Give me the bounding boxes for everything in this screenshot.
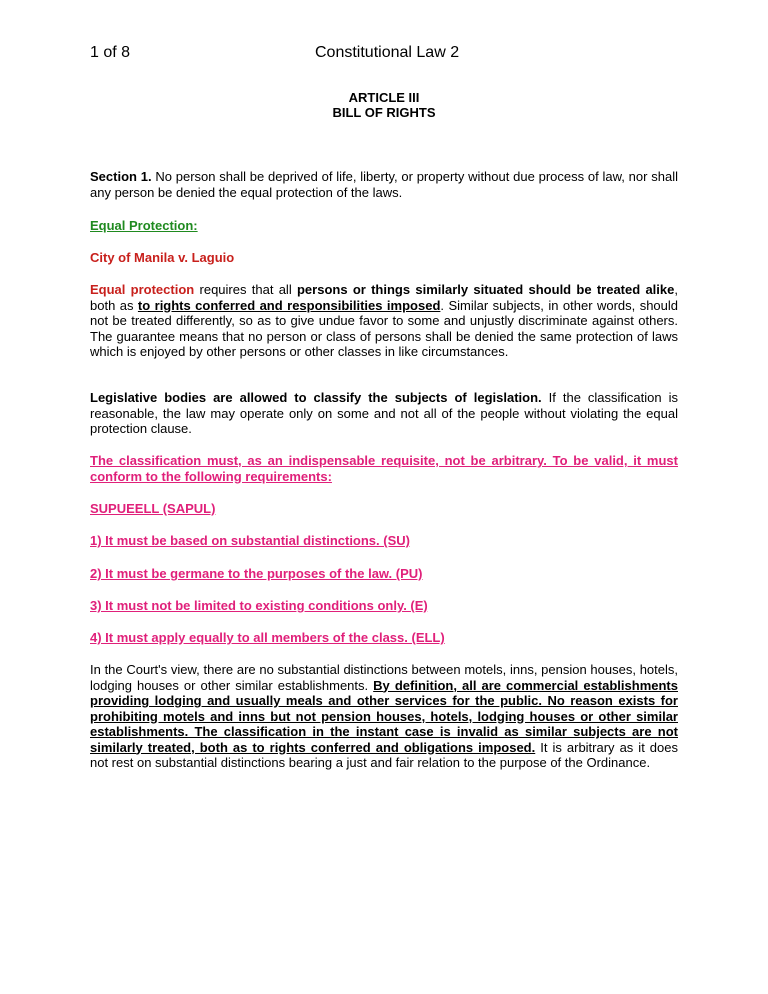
document-title: Constitutional Law 2 [315,44,460,61]
equal-protection-paragraph: Equal protection requires that all persons or things similarly situated should be treated alike, both as to rights conferred and responsibilities imposed. Similar subjects, in other words, should not be treated differently, so as to give undue favor to some and unjustly discriminate against others. The guarantee means that no person or class of persons shall be denied the same protection of laws which is enjoyed by other persons or other classes in like circumstances. [90,282,679,359]
section-text: No person shall be deprived of life, liberty, or property without due process of law, nor shall any person be denied the equal protection of the laws. [90,169,678,200]
section-label: Section 1. [90,169,152,184]
section-1-paragraph [90,169,678,200]
requirement-item: 2) It must be germane to the purposes of the law. (PU) [90,566,423,581]
rights-responsibilities-clause: to rights conferred and responsibilities imposed [137,297,441,313]
classification-requirements-intro: The classification must, as an indispensable requisite, not be arbitrary. To be valid, it must conform to the following requirements: [90,453,678,484]
equal-protection-heading: Equal Protection: [90,218,198,233]
similarly-situated-clause: persons or things similarly situated should be treated alike [296,282,675,297]
page-number: 1 of 8 [90,44,131,61]
mnemonic: SUPUEELL (SAPUL) [90,501,216,516]
requirement-item: 4) It must apply equally to all members of the class. (ELL) [90,630,445,645]
court-holding-emphasis: By definition, all are commercial establishments providing lodging and usually meals and other services for the public. No reason exists for prohibiting motels and inns but not pension houses, hotels, lodging houses or other similar establishments. The classification in the instant case is invalid as similar subjects are not similarly treated, both as to rights conferred and obligations imposed. [90,677,678,755]
court-view-paragraph: In the Court's view, there are no substantial distinctions between motels, inns, pension houses, hotels, lodging houses or other similar establishments. By definition, all are commercial establishments providing lodging and usually meals and other services for the public. No reason exists for prohibiting motels and inns but not pension houses, hotels, lodging houses or other similar establishments. The classification in the instant case is invalid as similar subjects are not similarly treated, both as to rights conferred and obligations imposed. It is arbitrary as it does not rest on substantial distinctions bearing a just and fair relation to the purpose of the Ordinance. [90,662,678,770]
term-equal-protection: Equal protection [90,282,195,297]
case-title: City of Manila v. Laguio [90,250,235,265]
article-number: ARTICLE III [348,90,420,105]
requirement-item: 1) It must be based on substantial distinctions. (SU) [90,533,410,548]
requirement-item: 3) It must not be limited to existing conditions only. (E) [90,598,428,613]
article-heading [0,90,768,120]
article-title: BILL OF RIGHTS [332,105,436,120]
legislative-classification-paragraph: Legislative bodies are allowed to classify the subjects of legislation. If the classification is reasonable, the law may operate only on some and not all of the people without violating the equal protection clause. [90,390,679,436]
